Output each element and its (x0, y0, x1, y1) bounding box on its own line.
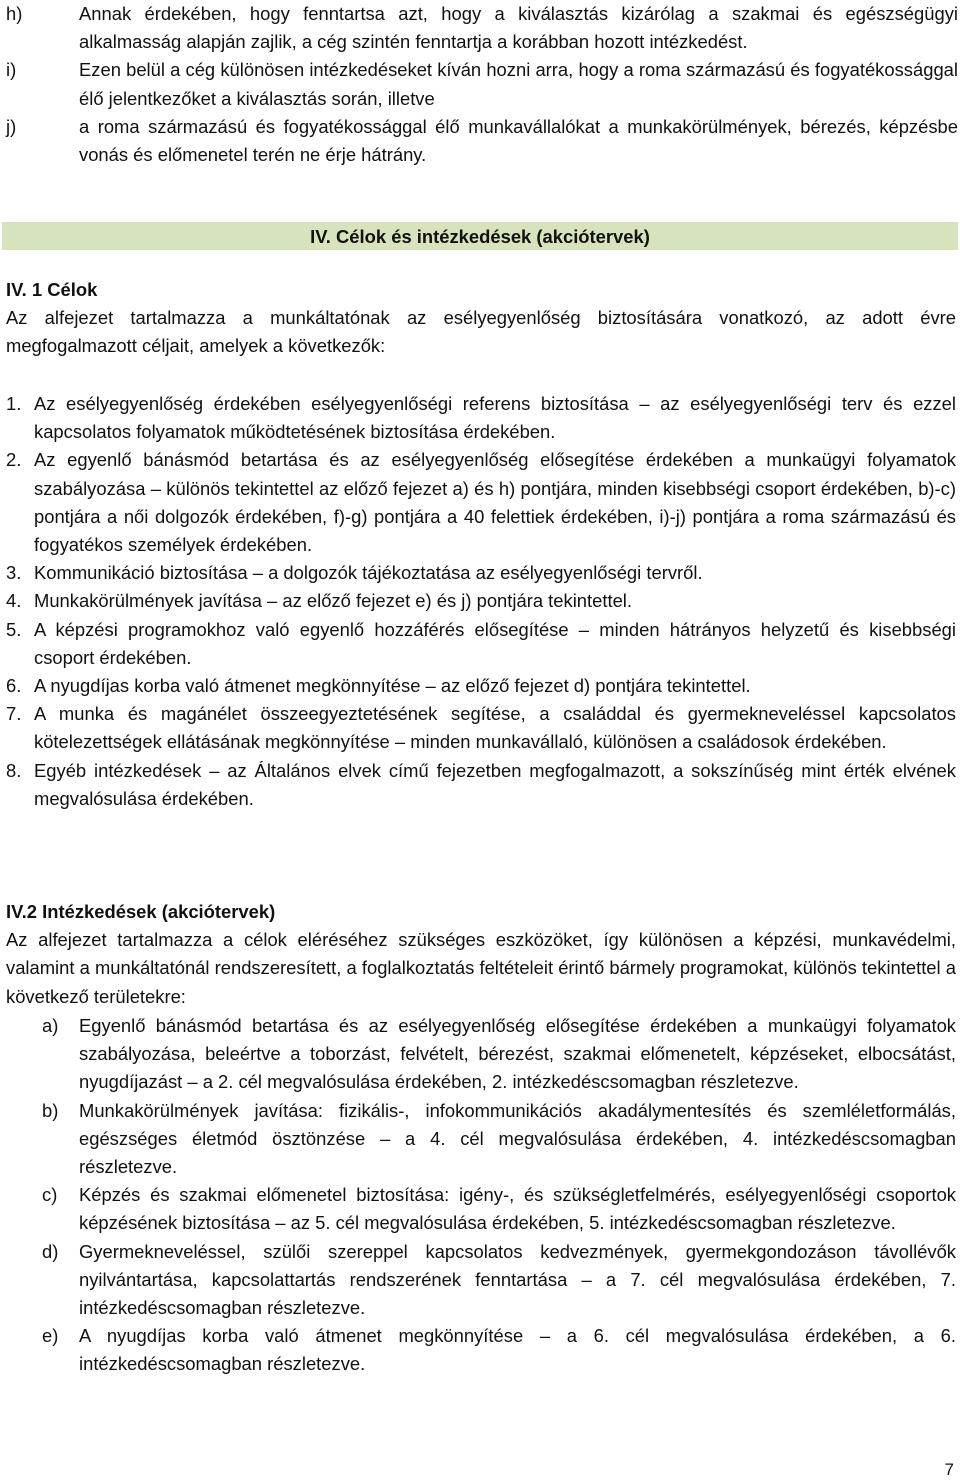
list-text: Az egyenlő bánásmód betartása és az esélyegyenlőség elősegítése érdekében a munkaügyi folyamatok szabályozása – különös tekintettel az előző fejezet a) és h) pontjára, minden kisebbségi csoport érdekében, b)-c) pontjára a női dolgozók érdekében, f)-g) pontjára a 40 felettiek érdekében, i)-j) pontjára a roma származású és fogyatékos személyek érdekében. (34, 449, 956, 556)
subsection-heading-prefix: IV. (6, 901, 27, 922)
list-item (6, 616, 956, 672)
list-text: A nyugdíjas korba való átmenet megkönnyítése – a 6. cél megvalósulása érdekében, a 6. intézkedéscsomagban részletezve. (79, 1325, 956, 1375)
list-marker: 8. (6, 759, 22, 781)
list-text: A képzési programokhoz való egyenlő hozzáférés elősegítése – minden hátrányos helyzetű és kisebbségi csoport érdekében. (34, 618, 956, 668)
list-text: Kommunikáció biztosítása – a dolgozók tájékoztatása az esélyegyenlőségi tervről. (34, 562, 703, 584)
subsection-intro: Az alfejezet tartalmazza a célok eléréséhez szükséges eszközöket, így különösen a képzési, munkavédelmi, valamint a munkáltatónál rendszeresített, a foglalkoztatás feltételeit érintő bármely programokat, különös tekintettel a következő területekre: (6, 929, 956, 1007)
intro-list (6, 0, 958, 169)
list-item (6, 700, 956, 756)
goals-list (6, 390, 956, 813)
list-marker: 7. (6, 703, 22, 725)
list-marker: 5. (6, 618, 22, 640)
subsection-heading: IV. 1 Célok (6, 279, 98, 300)
list-marker: d) (42, 1240, 59, 1262)
list-item (42, 1181, 956, 1237)
list-item (6, 113, 958, 169)
measures-list (42, 1012, 956, 1379)
list-text: a roma származású és fogyatékossággal élő munkavállalókat a munkakörülmények, bérezés, képzésbe vonás és előmenetel terén ne érje hátrány. (79, 115, 958, 166)
list-item (6, 559, 956, 587)
list-text: Munkakörülmények javítása: fizikális-, infokommunikációs akadálymentesítés és szemléletformálás, egészséges életmód ösztönzése – a 4. cél megvalósulása érdekében, 4. intézkedéscsomagban részletezve. (79, 1099, 956, 1178)
list-item (42, 1238, 956, 1323)
subsection-heading-text: 2 Intézkedések (akciótervek) (26, 901, 276, 922)
list-text: Egyéb intézkedések – az Általános elvek című fejezetben megfogalmazott, a sokszínűség mint érték elvének megvalósulása érdekében. (34, 759, 956, 809)
list-text: A nyugdíjas korba való átmenet megkönnyítése – az előző fejezet d) pontjára tekintettel. (34, 675, 751, 697)
list-text: Munkakörülmények javítása – az előző fejezet e) és j) pontjára tekintettel. (34, 590, 633, 612)
list-marker: j) (6, 115, 17, 137)
list-item (6, 390, 956, 446)
list-text: Az esélyegyenlőség érdekében esélyegyenlőségi referens biztosítása – az esélyegyenlőségi terv és ezzel kapcsolatos folyamatok működtetésének biztosítása érdekében. (34, 393, 956, 443)
list-marker: 1. (6, 393, 22, 414)
list-marker: a) (42, 1015, 59, 1036)
section-heading: IV. Célok és intézkedések (akciótervek) (310, 226, 650, 247)
list-text: Képzés és szakmai előmenetel biztosítása: igény-, és szükségletfelmérés, esélyegyenlőségi csoportok képzésének biztosítása – az 5. cél megvalósulása érdekében, 5. intézkedéscsomagban részletezve. (79, 1184, 956, 1234)
list-item (6, 56, 958, 112)
subsection-measures (6, 898, 956, 1011)
list-text: Ezen belül a cég különösen intézkedéseket kíván hozni arra, hogy a roma származású és fogyatékossággal élő jelentkezőket a kiválasztás során, illetve (79, 59, 958, 109)
list-item (6, 446, 956, 559)
list-item (6, 672, 956, 700)
page-number: 7 (944, 1460, 954, 1479)
list-item (42, 1012, 956, 1097)
list-item (6, 757, 956, 813)
list-text: Gyermekneveléssel, szülői szereppel kapcsolatos kedvezmények, gyermekgondozáson távollévők nyilvántartása, kapcsolattartás rendszerének fenntartása – a 7. cél megvalósulása érdekében, 7. intézkedéscsomagban részletezve. (79, 1240, 956, 1319)
list-marker: i) (6, 59, 17, 81)
list-item (6, 587, 956, 615)
list-marker: c) (42, 1184, 58, 1206)
list-text: Annak érdekében, hogy fenntartsa azt, hogy a kiválasztás kizárólag a szakmai és egészségügyi alkalmasság alapján zajlik, a cég szintén fenntartja a korábban hozott intézkedést. (79, 3, 958, 53)
subsection-goals (6, 276, 956, 361)
list-marker: 6. (6, 675, 22, 697)
list-item (42, 1097, 956, 1182)
list-marker: 2. (6, 449, 22, 471)
list-marker: h) (6, 3, 23, 24)
subsection-heading (6, 898, 956, 926)
list-text: A munka és magánélet összeegyeztetésének segítése, a családdal és gyermekneveléssel kapcsolatos kötelezettségek ellátásának megkönnyítése – minden munkavállaló, különösen a családosok érdekében. (34, 703, 956, 753)
list-item (6, 0, 958, 56)
list-marker: 4. (6, 590, 22, 612)
list-item (42, 1322, 956, 1378)
section-heading-bar (2, 222, 958, 250)
list-marker: e) (42, 1325, 59, 1347)
list-marker: b) (42, 1099, 59, 1121)
list-text: Egyenlő bánásmód betartása és az esélyegyenlőség elősegítése érdekében a munkaügyi folyamatok szabályozása, beleértve a toborzást, felvételt, bérezést, szakmai előmenetelt, képzéseket, elbocsátást, nyugdíjazást – a 2. cél megvalósulása érdekében, 2. intézkedéscsomagban részletezve. (79, 1015, 956, 1093)
subsection-intro: Az alfejezet tartalmazza a munkáltatónak az esélyegyenlőség biztosítására vonatkozó, az adott évre megfogalmazott céljait, amelyek a következők: (6, 307, 956, 357)
list-marker: 3. (6, 562, 22, 584)
